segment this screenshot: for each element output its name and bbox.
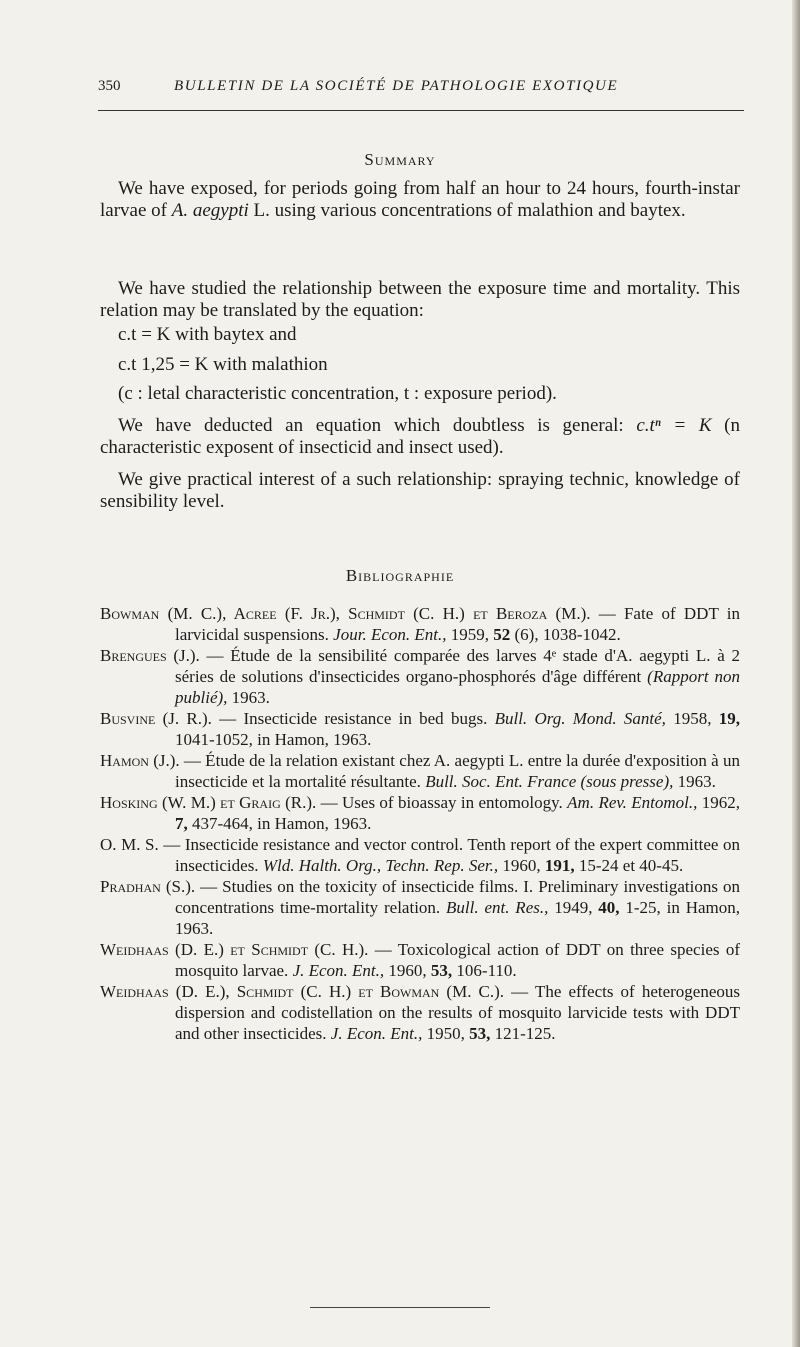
reference-source: Jour. Econ. Ent., (333, 625, 447, 644)
summary-paragraph-3 (100, 415, 740, 459)
reference-authors: O. M. S. (100, 835, 159, 854)
reference-year: 1962, (697, 793, 741, 812)
reference-volume: 191, (544, 856, 575, 875)
equation-baytex: c.t = K with baytex and (118, 324, 297, 345)
reference-item (100, 834, 740, 876)
page-number: 350 (98, 78, 121, 94)
p1-rest: L. using various concentrations of malathion and baytex. (248, 200, 686, 221)
reference-list (100, 603, 740, 1044)
summary-heading: Summary (364, 150, 436, 169)
reference-pages: 106-110. (452, 961, 517, 980)
reference-year: 1960, (384, 961, 431, 980)
reference-pages: (6), 1038-1042. (510, 625, 621, 644)
reference-source: J. Econ. Ent., (330, 1024, 423, 1043)
reference-source: Bull. Soc. Ent. France (sous presse), (425, 772, 674, 791)
reference-authors: Busvine (J. R.). (100, 709, 212, 728)
header-rule (98, 110, 744, 111)
reference-authors: Pradhan (S.). (100, 877, 196, 896)
summary-paragraph-1 (100, 178, 740, 222)
reference-volume: 53, (469, 1024, 491, 1043)
reference-title: — Insecticide resistance and vector control. Tenth report of the expert committee on insecticides. (158, 835, 740, 875)
summary-paragraph-4: We give practical interest of a such relationship: spraying technic, knowledge of sensibility level. (100, 469, 740, 512)
reference-pages: 121-125. (490, 1024, 556, 1043)
reference-volume: 40, (598, 898, 620, 917)
reference-pages: 437-464, in Hamon, 1963. (187, 814, 372, 833)
reference-volume: 19, (718, 709, 740, 728)
reference-source: Bull. ent. Res., (446, 898, 549, 917)
reference-authors: Weidhaas (D. E.) et Schmidt (C. H.). (100, 940, 369, 959)
p1-species: A. aegypti (171, 200, 249, 221)
reference-item (100, 792, 740, 834)
reference-item (100, 876, 740, 939)
summary-paragraph-2: We have studied the relationship between the exposure time and mortality. This relation may be translated by the equation: (100, 278, 740, 321)
bibliography-heading: Bibliographie (345, 566, 455, 585)
reference-authors: Brengues (J.). (100, 646, 200, 665)
reference-title: — Toxicological action of DDT on three species of mosquito larvae. (175, 940, 740, 980)
reference-title: — Uses of bioassay in entomology. (316, 793, 568, 812)
footer-rule (310, 1307, 490, 1308)
reference-year: 1963. (227, 688, 270, 707)
reference-title: — Étude de la relation existant chez A. aegypti L. entre la durée d'exposition à un insecticide et la mortalité résultante. (175, 751, 740, 791)
reference-year: 1950, (422, 1024, 470, 1043)
p3-rest: (n characteristic exposent of insecticid and insect used). (100, 415, 740, 458)
journal-title: BULLETIN DE LA SOCIÉTÉ DE PATHOLOGIE EXOTIQUE (174, 78, 619, 94)
reference-authors: Hosking (W. M.) et Graig (R.). (100, 793, 317, 812)
p3-text: We have deducted an equation which doubtless is general: (118, 415, 637, 436)
equation-legend: (c : letal characteristic concentration, t : exposure period). (118, 383, 557, 404)
reference-title: — The effects of heterogeneous dispersion and codistellation on the results of mosquito larvicide tests with DDT and other insecticides. (175, 982, 740, 1043)
equation-malathion: c.t 1,25 = K with malathion (118, 354, 328, 375)
reference-year: 1949, (548, 898, 599, 917)
reference-volume: 52 (493, 625, 511, 644)
reference-year: 1958, (665, 709, 719, 728)
reference-title: — Fate of DDT in larvicidal suspensions. (175, 604, 740, 644)
reference-year: 1960, (498, 856, 545, 875)
reference-volume: 7, (175, 814, 188, 833)
reference-item (100, 645, 740, 708)
page-edge (792, 0, 800, 1347)
reference-authors: Hamon (J.). (100, 751, 180, 770)
reference-pages: 15-24 et 40-45. (574, 856, 684, 875)
reference-volume: 53, (430, 961, 453, 980)
reference-year: 1959, (446, 625, 494, 644)
reference-source: Wld. Halth. Org., Techn. Rep. Ser., (262, 856, 499, 875)
reference-item (100, 750, 740, 792)
reference-source: Am. Rev. Entomol., (567, 793, 698, 812)
reference-item (100, 708, 740, 750)
reference-title: — Étude de la sensibilité comparée des larves 4ᵉ stade d'A. aegypti L. à 2 séries de solutions d'insecticides organo-phosphorés d'âge différent (175, 646, 740, 686)
reference-item (100, 981, 740, 1044)
reference-item (100, 939, 740, 981)
running-header (98, 78, 744, 102)
reference-authors: Bowman (M. C.), Acree (F. Jr.), Schmidt (C. H.) et Beroza (M.). (100, 604, 591, 623)
reference-source: J. Econ. Ent., (292, 961, 385, 980)
reference-pages: 1-25, in Hamon, 1963. (175, 898, 740, 938)
p3-equation: c.tⁿ = K (636, 415, 712, 436)
reference-title: — Studies on the toxicity of insecticide films. I. Preliminary investigations on concentrations time-mortality relation. (175, 877, 740, 917)
reference-pages: 1041-1052, in Hamon, 1963. (175, 730, 372, 749)
reference-source: Bull. Org. Mond. Santé, (494, 709, 666, 728)
reference-title: — Insecticide resistance in bed bugs. (211, 709, 495, 728)
reference-year: 1963. (673, 772, 716, 791)
reference-source: (Rapport non publié), (175, 667, 741, 707)
reference-item (100, 603, 740, 645)
p1-text: We have exposed, for periods going from half an hour to 24 hours, fourth-instar larvae of (100, 178, 740, 221)
reference-authors: Weidhaas (D. E.), Schmidt (C. H.) et Bowman (M. C.). (100, 982, 505, 1001)
